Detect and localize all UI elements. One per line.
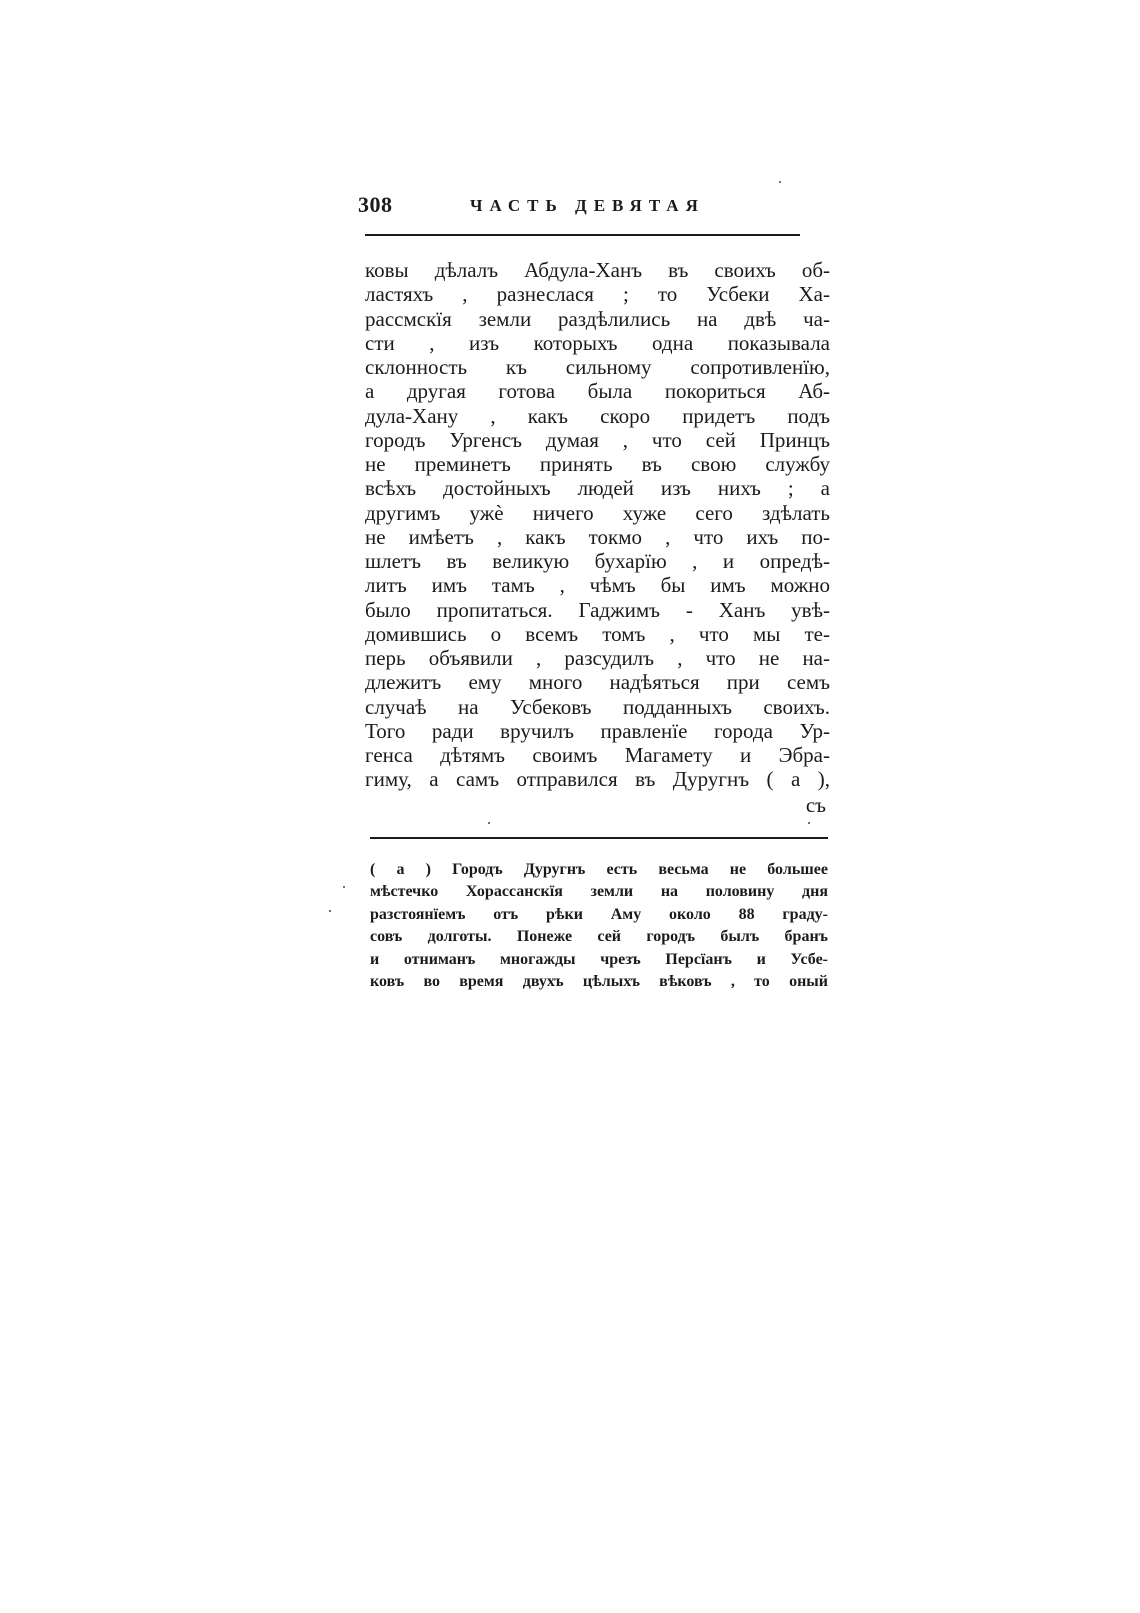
body-line: другимъ ужѐ ничего хуже сего здѣлать	[365, 500, 830, 525]
body-line: городъ Ургенсъ думая , что сей Принцъ	[365, 427, 830, 452]
body-line: домившись о всемъ томъ , что мы те-	[365, 621, 830, 646]
header-rule	[365, 234, 800, 236]
footnote-rule	[370, 837, 828, 839]
running-head: ЧАСТЬ ДЕВЯТАЯ	[470, 196, 705, 215]
body-line: генса дѣтямъ своимъ Магамету и Эбра-	[365, 743, 830, 767]
footnote-line: и отниманъ многажды чрезъ Персїанъ и Усбе-	[370, 950, 828, 968]
footnote-line: совъ долготы. Понеже сей городъ былъ бранъ	[370, 928, 828, 946]
body-line: а другая готова была покориться Аб-	[365, 379, 830, 404]
body-line: гиму, а самъ отправился въ Дуругнъ ( а ),	[365, 767, 830, 792]
footnote	[370, 859, 828, 993]
body-line: сти , изъ которыхъ одна показывала	[365, 330, 830, 355]
ink-speck	[343, 886, 345, 888]
body-text	[365, 258, 830, 818]
footnote-line: ( а ) Городъ Дуругнъ есть весьма не большее	[370, 861, 828, 878]
catchword: съ	[805, 792, 826, 817]
body-line: не имѣетъ , какъ токмо , что ихъ по-	[365, 524, 830, 549]
body-line: перь объявили , разсудилъ , что не на-	[365, 646, 830, 670]
ink-speck	[329, 910, 331, 912]
page-number: 308	[358, 192, 393, 217]
body-line: дула-Хану , какъ скоро придетъ подъ	[365, 403, 830, 428]
ink-speck	[808, 822, 810, 824]
ink-speck	[488, 822, 490, 824]
body-line: шлетъ въ великую бухарїю , и опредѣ-	[365, 549, 830, 573]
ink-speck	[779, 181, 781, 183]
footnote-line: мѣстечко Хорассанскїя земли на половину дня	[370, 883, 828, 901]
body-line: всѣхъ достойныхъ людей изъ нихъ ; а	[365, 476, 830, 501]
body-line: литъ имъ тамъ , чѣмъ бы имъ можно	[365, 573, 830, 598]
body-line: рассмскїя земли раздѣлились на двѣ ча-	[365, 306, 830, 331]
footnote-line: разстоянїемъ отъ рѣки Аму около 88 граду-	[370, 905, 828, 923]
body-line: склонность къ сильному сопротивленїю,	[365, 355, 830, 379]
body-line: ковы дѣлалъ Абдула-Ханъ въ своихъ об-	[365, 258, 830, 282]
body-line: не преминетъ принять въ свою службу	[365, 452, 830, 476]
body-line: ластяхъ , разнеслася ; то Усбеки Ха-	[365, 282, 830, 307]
footnote-line: ковъ во время двухъ цѣлыхъ вѣковъ , то оный	[370, 972, 828, 990]
body-line: было пропитаться. Гаджимъ - Ханъ увѣ-	[365, 597, 830, 622]
body-line: Того ради вручилъ правленїе города Ур-	[365, 718, 830, 743]
body-line: случаѣ на Усбековъ подданныхъ своихъ.	[365, 694, 830, 719]
body-line: длежитъ ему много надѣяться при семъ	[365, 670, 830, 695]
